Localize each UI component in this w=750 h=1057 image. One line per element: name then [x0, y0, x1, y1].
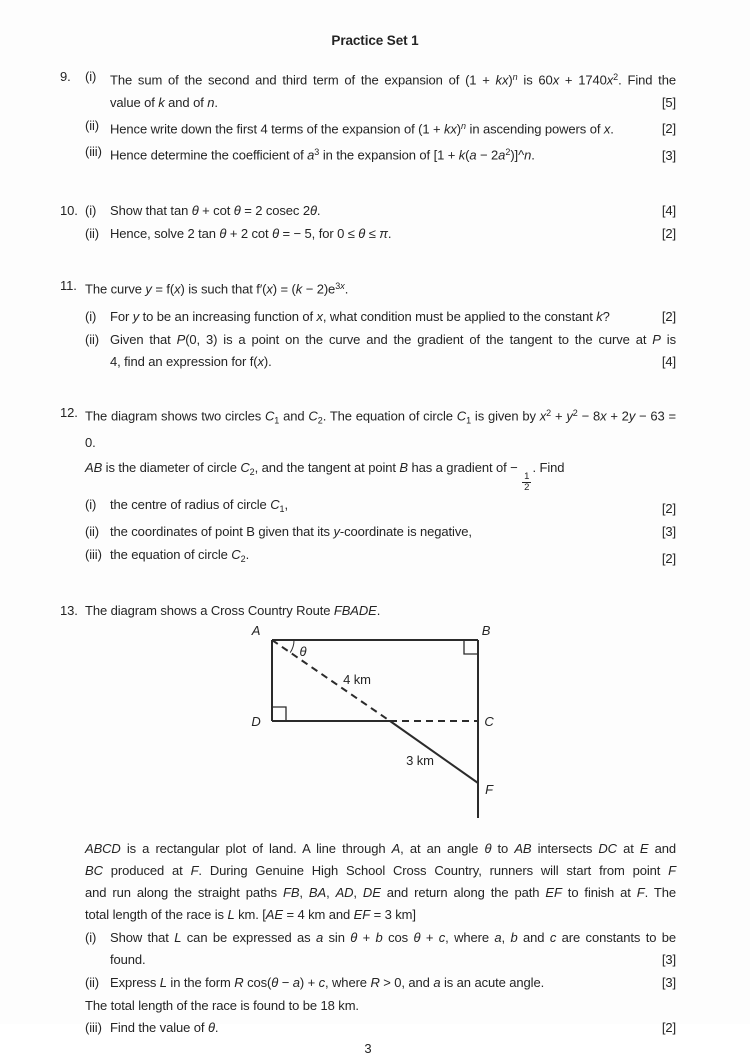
marks-badge: [5]	[661, 94, 676, 110]
question-number: 9.	[60, 69, 71, 84]
part-label: (i)	[85, 496, 97, 512]
length-label-ef: 3 km	[406, 752, 434, 768]
marks-badge: [2]	[661, 500, 676, 516]
marks-badge: [3]	[661, 147, 676, 163]
text-line: 4, find an expression for f(x).	[110, 354, 272, 369]
text-line: Show that tan θ + cot θ = 2 cosec 2θ.	[110, 202, 321, 218]
marks-badge: [4]	[661, 202, 676, 218]
question-intro: The curve y = f(x) is such that $f'(x) = (k - 2)e^{3x}$.	[85, 280, 349, 296]
question-13	[60, 600, 676, 1039]
question-part	[85, 521, 676, 543]
question-11	[60, 275, 676, 374]
text-line: the coordinates of point B given that its y-coordinate is negative,	[110, 523, 472, 539]
question-part	[85, 544, 676, 570]
part-label: (iii)	[85, 1019, 102, 1035]
part-label: (iii)	[85, 546, 102, 562]
part-label: (ii)	[85, 117, 100, 133]
questions-list	[60, 66, 676, 1057]
question-part	[85, 223, 676, 245]
marks-badge: [3]	[661, 974, 676, 990]
question-part	[85, 66, 676, 114]
vertex-label-c: C	[484, 713, 494, 729]
marks-badge: [3]	[661, 951, 676, 967]
marks-badge: [2]	[661, 225, 676, 241]
question-note: The total length of the race is found to be 18 km.	[85, 997, 359, 1013]
right-angle-mark-d	[272, 707, 286, 721]
question-paragraph	[85, 838, 676, 926]
text-line: For y to be an increasing function of x, what condition must be applied to the constant k?	[110, 309, 610, 324]
part-label: (ii)	[85, 225, 100, 241]
question-part	[85, 141, 676, 167]
question-part	[85, 972, 676, 994]
cross-country-route-diagram	[240, 623, 520, 823]
question-10	[60, 200, 676, 245]
vertex-label-d: D	[251, 713, 261, 729]
angle-theta-label: θ	[299, 643, 307, 659]
text-line: BC produced at F. During Genuine High School Cross Country, runners will start from point F	[85, 862, 676, 878]
part-label: (i)	[85, 309, 97, 324]
question-12	[60, 402, 676, 570]
length-label-ae: 4 km	[343, 671, 371, 687]
text-line: the equation of circle $C_2$.	[110, 546, 250, 564]
question-number: 13.	[60, 602, 78, 618]
part-label: (ii)	[85, 332, 100, 347]
question-part	[85, 927, 676, 971]
part-label: (ii)	[85, 974, 100, 990]
text-line: The sum of the second and third term of the expansion of (1 + kx)$^n$ is $60x + 1740x^2$. Find the	[110, 72, 676, 88]
question-intro: AB is the diameter of circle $C_2$, and the tangent at point B has a gradient of − $\frac{1}{2}$ . Find	[85, 459, 565, 493]
question-9	[60, 66, 676, 167]
part-label: (iii)	[85, 144, 102, 159]
marks-badge: [2]	[661, 1019, 676, 1035]
vertex-label-b: B	[481, 622, 491, 638]
text-line: Hence, solve 2 tan θ + 2 cot θ = − 5, for 0 ≤ θ ≤ π.	[110, 225, 392, 241]
part-label: (i)	[85, 69, 97, 84]
line-ef	[390, 721, 478, 783]
question-intro: The diagram shows a Cross Country Route FBADE.	[85, 602, 381, 618]
text-line: Show that L can be expressed as a sin θ + b cos θ + c, where a, b and c are constants to be	[110, 929, 677, 945]
text-line: found.	[110, 951, 146, 967]
part-label: (ii)	[85, 523, 100, 539]
text-line: Given that P(0, 3) is a point on the curve and the gradient of the tangent to the curve at P is	[110, 332, 676, 347]
page-title: Practice Set 1	[331, 33, 419, 48]
question-number: 12.	[60, 405, 78, 420]
question-part	[85, 306, 676, 328]
vertex-label-a: A	[251, 622, 261, 638]
text-line: total length of the race is L km. [AE = 4 km and EF = 3 km]	[85, 906, 416, 922]
text-line: Express L in the form R cos(θ − a) + c, where R > 0, and a is an acute angle.	[110, 974, 545, 990]
dashed-line-ae	[272, 640, 390, 721]
question-intro: The diagram shows two circles $C_1$ and $C_2$. The equation of circle $C_1$ is given by $x^2 + y^2 - 8x + 2y - 63 = 0$.	[85, 408, 676, 450]
question-part	[85, 1017, 676, 1039]
right-angle-mark-b	[464, 640, 478, 654]
vertex-label-f: F	[485, 781, 493, 797]
marks-badge: [2]	[661, 121, 676, 136]
text-line: and run along the straight paths FB, BA, AD, DE and return along the path EF to finish at F. The	[85, 884, 676, 900]
marks-badge: [4]	[661, 354, 676, 369]
part-label: (i)	[85, 929, 97, 945]
text-line: ABCD is a rectangular plot of land. A line through A, at an angle θ to AB intersects DC at E and	[85, 840, 676, 856]
page-number: 3	[364, 1040, 372, 1056]
text-line: Hence write down the first 4 terms of the expansion of (1 + kx)$^n$ in ascending powers of x.	[110, 120, 614, 136]
question-part	[85, 200, 676, 222]
question-number: 11.	[60, 277, 77, 293]
marks-badge: [2]	[661, 550, 676, 566]
text-line: Find the value of θ.	[110, 1019, 219, 1035]
text-line: value of k and of n.	[110, 94, 218, 110]
angle-arc	[290, 640, 294, 653]
question-part	[85, 115, 676, 141]
question-number: 10.	[60, 202, 78, 218]
marks-badge: [2]	[661, 309, 676, 324]
part-label: (i)	[85, 202, 97, 218]
question-part	[85, 494, 676, 520]
marks-badge: [3]	[661, 523, 676, 539]
text-line: Hence determine the coefficient of $a^3$ in the expansion of $[1 + k(a - 2a^2)]\^{}n$.	[110, 147, 535, 163]
text-line: the centre of radius of circle $C_1$,	[110, 496, 289, 514]
question-part	[85, 329, 676, 373]
